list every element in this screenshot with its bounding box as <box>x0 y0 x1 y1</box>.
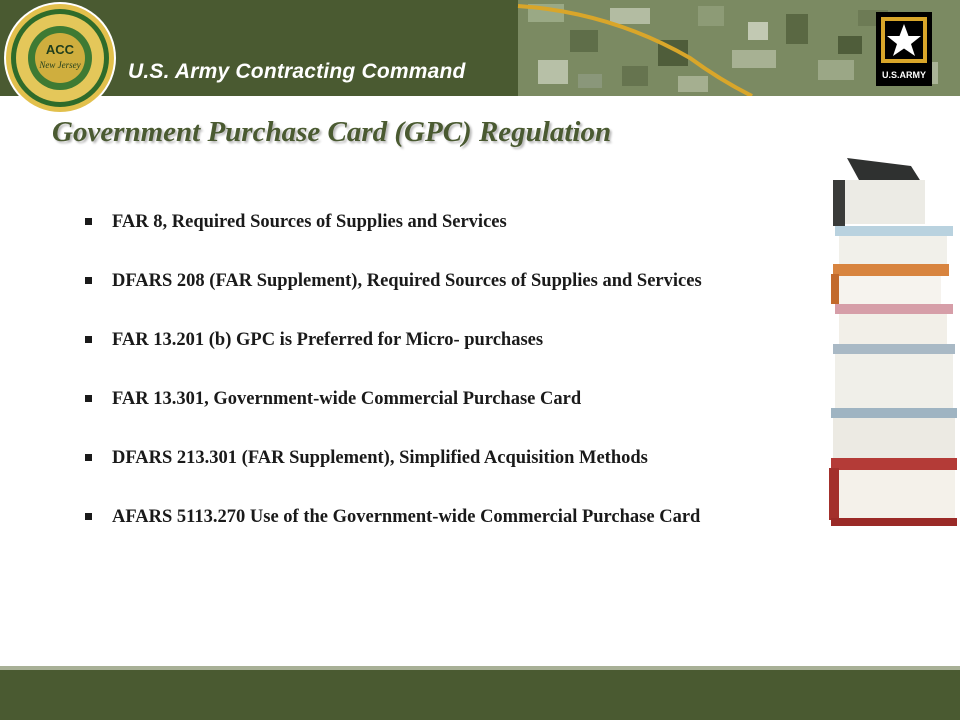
list-item-text: DFARS 208 (FAR Supplement), Required Sources of Supplies and Services <box>112 271 702 291</box>
bullet-icon <box>85 336 92 343</box>
list-item <box>80 210 830 234</box>
bullet-icon <box>85 513 92 520</box>
bullet-icon <box>85 218 92 225</box>
army-logo-text: U.S.ARMY <box>881 70 927 80</box>
list-item-text: FAR 13.301, Government-wide Commercial Purchase Card <box>112 389 582 409</box>
footer-bar <box>0 670 960 720</box>
list-item-text: FAR 8, Required Sources of Supplies and Services <box>112 212 507 232</box>
header-banner <box>0 0 960 96</box>
seal-state: New Jersey <box>39 60 81 70</box>
list-item <box>80 505 830 529</box>
brand-name: U.S. Army Contracting Command <box>128 60 466 83</box>
regulation-list <box>80 210 830 564</box>
list-item-text: DFARS 213.301 (FAR Supplement), Simplified Acquisition Methods <box>112 448 648 468</box>
bullet-icon <box>85 454 92 461</box>
list-item <box>80 446 830 470</box>
list-item-text: AFARS 5113.270 Use of the Government-wide Commercial Purchase Card <box>112 507 701 527</box>
list-item <box>80 328 830 352</box>
seal-initials: ACC <box>45 42 75 57</box>
bullet-icon <box>85 395 92 402</box>
list-item-text: FAR 13.201 (b) GPC is Preferred for Micro- purchases <box>112 330 544 350</box>
list-item <box>80 387 830 411</box>
us-army-logo <box>876 12 932 86</box>
list-item <box>80 269 830 293</box>
bullet-icon <box>85 277 92 284</box>
acc-seal <box>0 0 122 122</box>
book-stack-image <box>829 152 960 538</box>
slide-title: Government Purchase Card (GPC) Regulation <box>52 116 612 148</box>
